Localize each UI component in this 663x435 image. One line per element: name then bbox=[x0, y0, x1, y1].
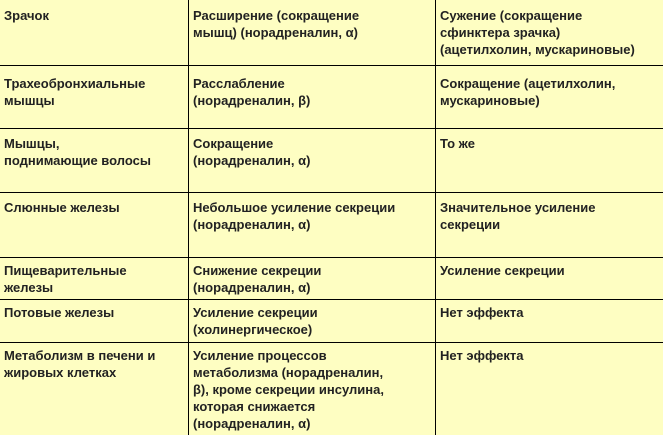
parasympathetic-effect-cell: Нет эффекта bbox=[440, 348, 524, 363]
table-row bbox=[0, 129, 663, 193]
organ-cell: Метаболизм в печени и жировых клетках bbox=[0, 343, 189, 435]
parasympathetic-effect-cell: Усиление секреции bbox=[440, 263, 565, 278]
table-row bbox=[0, 258, 663, 300]
organ-cell: Зрачок bbox=[0, 0, 189, 65]
parasympathetic-effect-cell: Нет эффекта bbox=[440, 305, 524, 320]
organ-cell: Потовые железы bbox=[0, 300, 189, 342]
organ-cell: Слюнные железы bbox=[0, 193, 189, 257]
organ-cell: Пищеварительные железы bbox=[0, 258, 189, 299]
sympathetic-effect-cell: Усиление процессов метаболизма (норадреналин, β), кроме секреции инсулина, которая снижается (норадреналин, α) bbox=[189, 343, 436, 435]
table-row bbox=[0, 300, 663, 343]
sympathetic-effect-cell: Сокращение (норадреналин, α) bbox=[189, 129, 436, 192]
organ-cell: Трахеобронхиальные мышцы bbox=[0, 66, 189, 128]
sympathetic-effect-cell: Снижение секреции (норадреналин, α) bbox=[189, 258, 436, 299]
table-row bbox=[0, 0, 663, 66]
table-row bbox=[0, 193, 663, 258]
sympathetic-effect-cell: Расширение (сокращение мышц) (норадреналин, α) bbox=[189, 0, 436, 65]
parasympathetic-effect-cell: Сужение (сокращение сфинктера зрачка) (ацетилхолин, мускариновые) bbox=[440, 8, 635, 57]
sympathetic-effect-cell: Усиление секреции (холинергическое) bbox=[189, 300, 436, 342]
sympathetic-effect-cell: Небольшое усиление секреции (норадреналин, α) bbox=[189, 193, 436, 257]
parasympathetic-effect-cell: Сокращение (ацетилхолин, мускариновые) bbox=[440, 76, 616, 108]
table-row bbox=[0, 343, 663, 435]
table-row bbox=[0, 66, 663, 129]
parasympathetic-effect-cell: Значительное усиление секреции bbox=[440, 200, 596, 232]
parasympathetic-effect-cell: То же bbox=[440, 136, 475, 151]
sympathetic-effect-cell: Расслабление (норадреналин, β) bbox=[189, 66, 436, 128]
organ-cell: Мышцы, поднимающие волосы bbox=[0, 129, 189, 192]
